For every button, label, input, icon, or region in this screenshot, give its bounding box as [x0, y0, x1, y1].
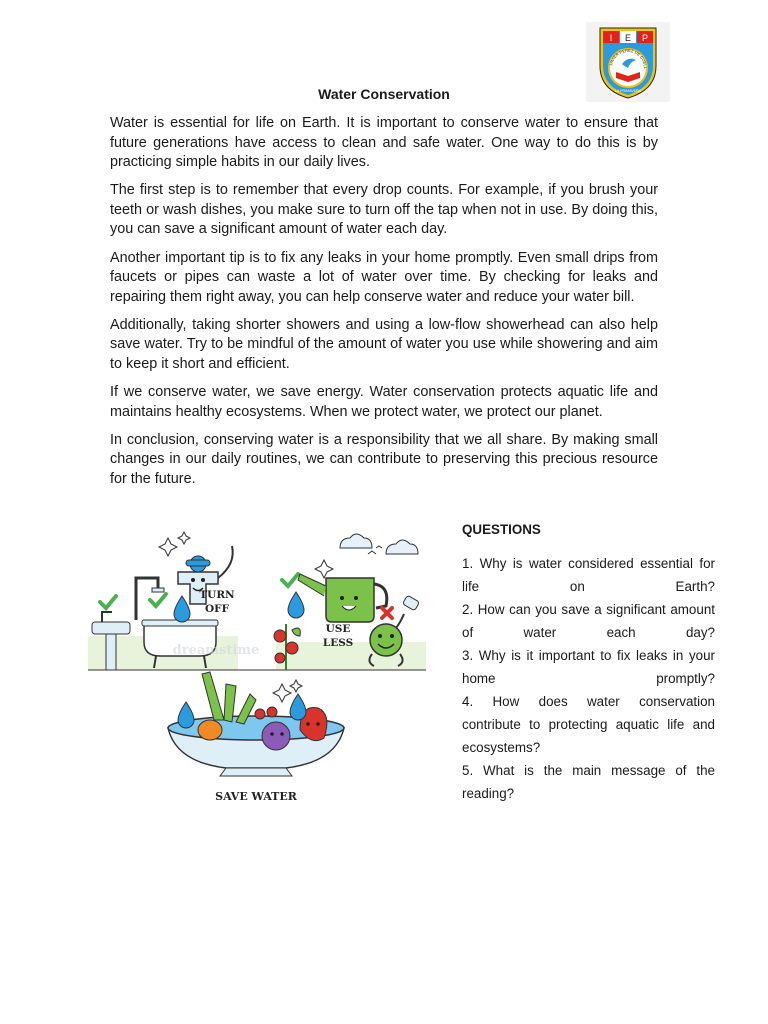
page-title: Water Conservation: [318, 86, 450, 102]
watermark: dreamstime: [172, 643, 260, 658]
paragraph-2: The first step is to remember that every drop counts. For example, if you brush your teeth or wash dishes, you make sure to turn off the tap when not in use. By doing this, you can save a significant amount of water each day.: [110, 182, 658, 238]
save-water-illustration: [86, 524, 430, 810]
turn-off-label-2: OFF: [204, 603, 230, 615]
cloud-icon: [340, 534, 418, 554]
questions-heading: QUESTIONS: [462, 522, 541, 537]
paragraph-4: Additionally, taking shorter showers and using a low-flow showerhead can also help save water. Try to be mindful of the amount of water you use while showering and aim to keep it short and efficient.: [110, 316, 658, 372]
turn-off-label-1: TURN: [199, 589, 235, 601]
cross-mark-icon: [382, 608, 392, 618]
question-5: 5. What is the main message of the reading?: [462, 763, 715, 801]
paragraph-6: In conclusion, conserving water is a responsibility that we all share. By making small changes in our daily routines, we can contribute to preserving this precious resource for the future.: [110, 431, 658, 487]
vegetable-bowl-icon: [168, 672, 344, 776]
logo-letter-1: I: [609, 33, 613, 43]
logo-bottom-text: LA PRIMAVERA: [614, 89, 642, 93]
watering-can-icon: [298, 574, 387, 622]
logo-letter-3: P: [641, 33, 649, 43]
question-3: 3. Why is it important to fix leaks in your home promptly?: [462, 648, 715, 686]
logo-ring-text: JAVIER PEREZ DE CUELL: [608, 47, 649, 70]
question-1: 1. Why is water considered essential for life on Earth?: [462, 556, 715, 594]
reading-passage: [110, 114, 658, 498]
logo-letter-2: E: [624, 33, 632, 43]
paragraph-3: Another important tip is to fix any leaks in your home promptly. Even small drips from faucets or pipes can waste a lot of water over time. By checking for leaks and repairing them right away, you can help conserve water and reduce your water bill.: [110, 249, 658, 305]
question-2: 2. How can you save a significant amount of water each day?: [462, 602, 715, 640]
save-water-label: SAVE WATER: [215, 790, 297, 803]
paragraph-5: If we conserve water, we save energy. Water conservation protects aquatic life and maintains healthy ecosystems. When we protect water, we protect our planet.: [110, 384, 658, 420]
questions-section: [462, 518, 715, 805]
paragraph-1: Water is essential for life on Earth. It is important to conserve water to ensure that future generations have access to clean and safe water. One way to do this is by practicing simple habits in our daily lives.: [110, 115, 658, 170]
use-less-label-2: LESS: [322, 637, 354, 649]
question-4: 4. How does water conservation contribute to protecting aquatic life and ecosystems?: [462, 694, 715, 755]
use-less-label-1: USE: [325, 623, 351, 635]
